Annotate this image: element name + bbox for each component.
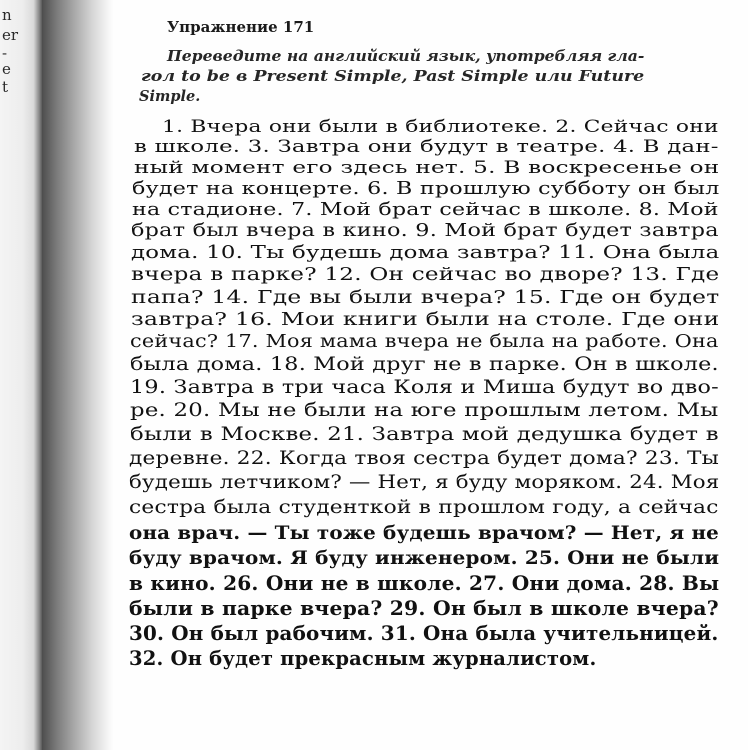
exercise-line: были в Москве. 21. Завтра мой дедушка будет в <box>130 424 719 445</box>
left-page-fragment: e <box>2 60 11 78</box>
exercise-line: брат был вчера в кино. 9. Мой брат будет завтра <box>131 221 719 241</box>
exercise-line: будет на концерте. 6. В прошлую субботу он был <box>132 179 720 199</box>
exercise-line: 32. Он будет прекрасным журналистом. <box>129 647 597 670</box>
exercise-line: папа? 14. Где вы были вчера? 15. Где он будет <box>131 287 720 308</box>
left-page-fragment: n <box>2 6 12 24</box>
exercise-line: дома. 10. Ты будешь дома завтра? 11. Она была <box>131 243 720 263</box>
exercise-line: в кино. 26. Они не в школе. 27. Они дома. 28. Вы <box>129 572 720 595</box>
exercise-line: вчера в парке? 12. Он сейчас во дворе? 13. Где <box>131 265 720 285</box>
exercise-line: на стадионе. 7. Мой брат сейчас в школе. 8. Мой <box>132 200 719 220</box>
exercise-line: сейчас? 17. Моя мама вчера не была на работе. Она <box>130 331 719 352</box>
exercise-line: будешь летчиком? — Нет, я буду моряком. 24. Моя <box>129 472 720 493</box>
page-gutter-shadow <box>42 0 114 750</box>
exercise-line: она врач. — Ты тоже будешь врачом? — Нет, я не <box>129 522 720 544</box>
exercise-line: ре. 20. Мы не были на юге прошлым летом. Мы <box>130 400 719 421</box>
exercise-line: 30. Он был рабочим. 31. Она была учительницей. <box>129 622 719 645</box>
left-page-fragment: - <box>2 44 8 62</box>
left-page-edge <box>0 0 42 750</box>
exercise-line: 1. Вчера они были в библиотеке. 2. Сейчас они <box>162 117 719 137</box>
exercise-line: в школе. 3. Завтра они будут в театре. 4. В дан- <box>134 137 719 157</box>
exercise-line: деревне. 22. Когда твоя сестра будет дома? 23. Ты <box>129 448 720 469</box>
exercise-line: буду врачом. Я буду инженером. 25. Они не были <box>129 547 720 569</box>
left-page-fragment: t <box>2 78 9 96</box>
instruction-line: гол to be в Present Simple, Past Simple или Future <box>141 68 645 85</box>
exercise-line: была дома. 18. Мой друг не в парке. Он в школе. <box>130 354 719 375</box>
instruction-line: Simple. <box>139 88 201 105</box>
exercise-line: ный момент его здесь нет. 5. В воскресенье он <box>134 158 720 178</box>
exercise-line: сестра была студенткой в прошлом году, а сейчас <box>129 497 719 518</box>
book-page <box>114 0 748 750</box>
exercise-line: завтра? 16. Мои книги были на столе. Где они <box>131 309 720 330</box>
exercise-line: 19. Завтра в три часа Коля и Миша будут во дво- <box>130 377 719 398</box>
left-page-fragment: er <box>2 26 19 44</box>
exercise-line: были в парке вчера? 29. Он был в школе вчера? <box>129 597 719 620</box>
instruction-line: Переведите на английский язык, употребляя гла- <box>167 48 645 65</box>
exercise-title: Упражнение 171 <box>167 18 315 36</box>
